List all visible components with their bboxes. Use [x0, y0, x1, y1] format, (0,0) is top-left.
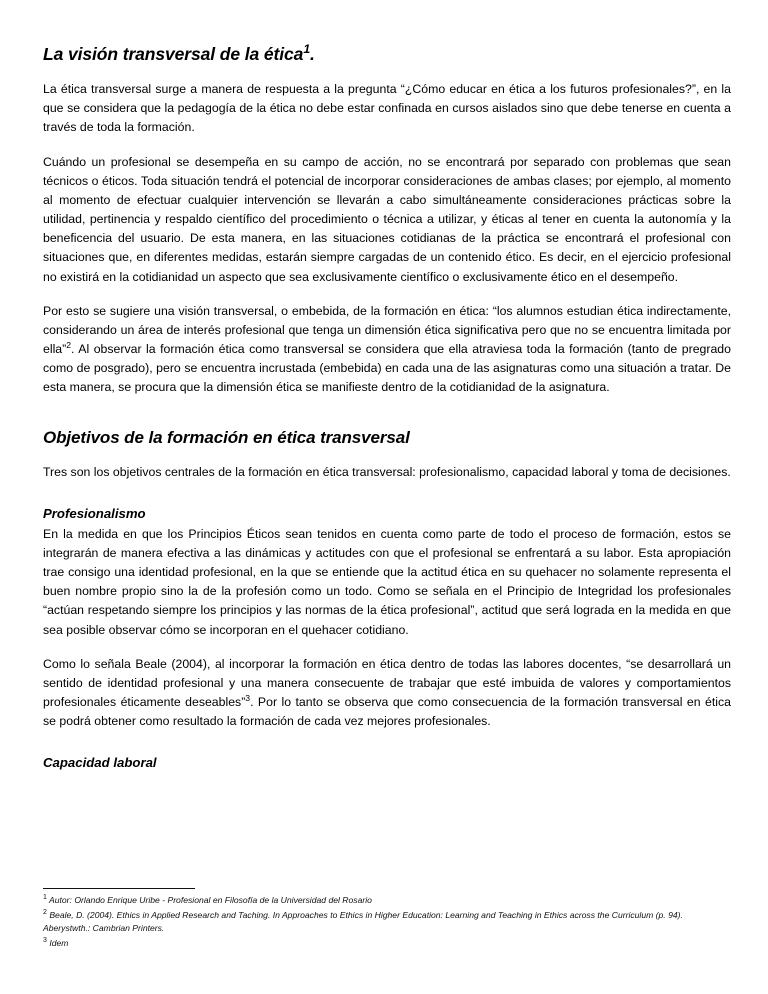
paragraph-embedded-after: . Al observar la formación ética como transversal se considera que ella atraviesa toda la formación (tanto de pregrado como de posgrado), pero se encuentra incrustada (embebida) en cada una de las asignaturas como una situación a tratar. De esta manera, se procura que la dimensión ética se manifieste dentro de la cotidianidad de la asignatura. [43, 342, 731, 395]
footnotes-area [43, 888, 731, 952]
footnote-1-marker: 1 [43, 894, 47, 902]
subsection-heading-capacidad-laboral: Capacidad laboral [43, 755, 157, 771]
page-title-text: La visión transversal de la ética [43, 44, 304, 64]
paragraph-objetivos: Tres son los objetivos centrales de la formación en ética transversal: profesionalismo, capacidad laboral y toma de decisiones. [43, 464, 731, 479]
title-trailing-period: . [310, 44, 315, 64]
paragraph-embedded-vision [43, 302, 731, 398]
paragraph-profesionalismo: En la medida en que los Principios Éticos sean tenidos en cuenta como parte de todo el proceso de formación, estos se integrarán de manera efectiva a las dinámicas y actitudes con que el profesional se enfrentará a su labor. Esta apropiación trae consigo una identidad profesional, en la que se entiende que la actitud ética en su quehacer no solamente representa el buen nombre propio sino la de la profesión como un todo. Como se señala en el Principio de Integridad los profesionales “actúan respetando siempre los principios y las normas de la ética profesional”, actitud que será lograda en la medida en que sea posible observar cómo se incorporan en el quehacer cotidiano. [43, 526, 731, 637]
footnote-3-text: Idem [49, 937, 69, 948]
page-title [43, 44, 731, 65]
footnote-separator-rule [43, 888, 195, 889]
title-footnote-marker: 1 [303, 42, 311, 57]
footnote-2-text: Beale, D. (2004). Ethics in Applied Research and Taching. In Approaches to Ethics in Higher Education: Learning and Teaching in Ethics across the Curriculum (p. 94). Aberystwth.: Cambrian Printers. [43, 910, 683, 933]
footnote-3 [43, 937, 731, 949]
footnote-3-marker: 3 [43, 936, 47, 944]
section-heading-objetivos: Objetivos de la formación en ética transversal [43, 427, 410, 447]
footnote-1-text: Autor: Orlando Enrique Uribe - Profesional en Filosofía de la Universidad del Rosario [49, 895, 372, 906]
paragraph-beale [43, 655, 731, 732]
paragraph-intro-2: Cuándo un profesional se desempeña en su campo de acción, no se encontrará por separado con problemas que sean técnicos o éticos. Toda situación tendrá el potencial de incorporar consideraciones de ambas clases; por ejemplo, al momento al momento de efectuar cualquier intervención se llevarán a cabo simultáneamente consideraciones prácticas sobre la utilidad, pertinencia y respaldo científico del procedimiento o técnica a utilizar, y éticas al tener en cuenta la autonomía y la beneficencia del usuario. De esta manera, en las situaciones cotidianas de la práctica se encontrará el profesional con situaciones que, en diferentes medidas, estarán siempre cargadas de un contenido ético. Es decir, en el ejercicio profesional no existirá en la cotidianidad un aspecto que sea exclusivamente científico o exclusivamente ético en el desempeño. [43, 154, 731, 284]
footnote-marker-3: 3 [245, 692, 251, 703]
footnote-2 [43, 909, 731, 933]
footnote-1 [43, 894, 731, 906]
subsection-heading-profesionalismo: Profesionalismo [43, 506, 146, 522]
footnote-marker-2: 2 [66, 339, 72, 350]
paragraph-beale-before: Como lo señala Beale (2004), al incorporar la formación en ética dentro de todas las labores docentes, “se desarrollará un sentido de identidad profesional y una manera consecuente de trabajar que esté imbuida de valores y comportamientos profesionales éticamente deseables” [43, 656, 731, 710]
document-content [43, 44, 731, 772]
paragraph-intro-1: La ética transversal surge a manera de respuesta a la pregunta “¿Cómo educar en ética a los futuros profesionales?”, en la que se considera que la pedagogía de la ética no debe estar confinada en cursos aislados sino que debe tenerse en cuenta a través de toda la formación. [43, 82, 731, 135]
footnote-2-marker: 2 [43, 909, 47, 917]
paragraph-beale-after: . Por lo tanto se observa que como consecuencia de la formación transversal en ética se podrá obtener como resultado la formación de cada vez mejores profesionales. [43, 695, 731, 729]
paragraph-embedded-before: Por esto se sugiere una visión transversal, o embebida, de la formación en ética: “los alumnos estudian ética indirectamente, considerando un área de interés profesional que tenga un dimensión ética significativa pero que no se encuentra limitada por ella” [43, 303, 731, 357]
